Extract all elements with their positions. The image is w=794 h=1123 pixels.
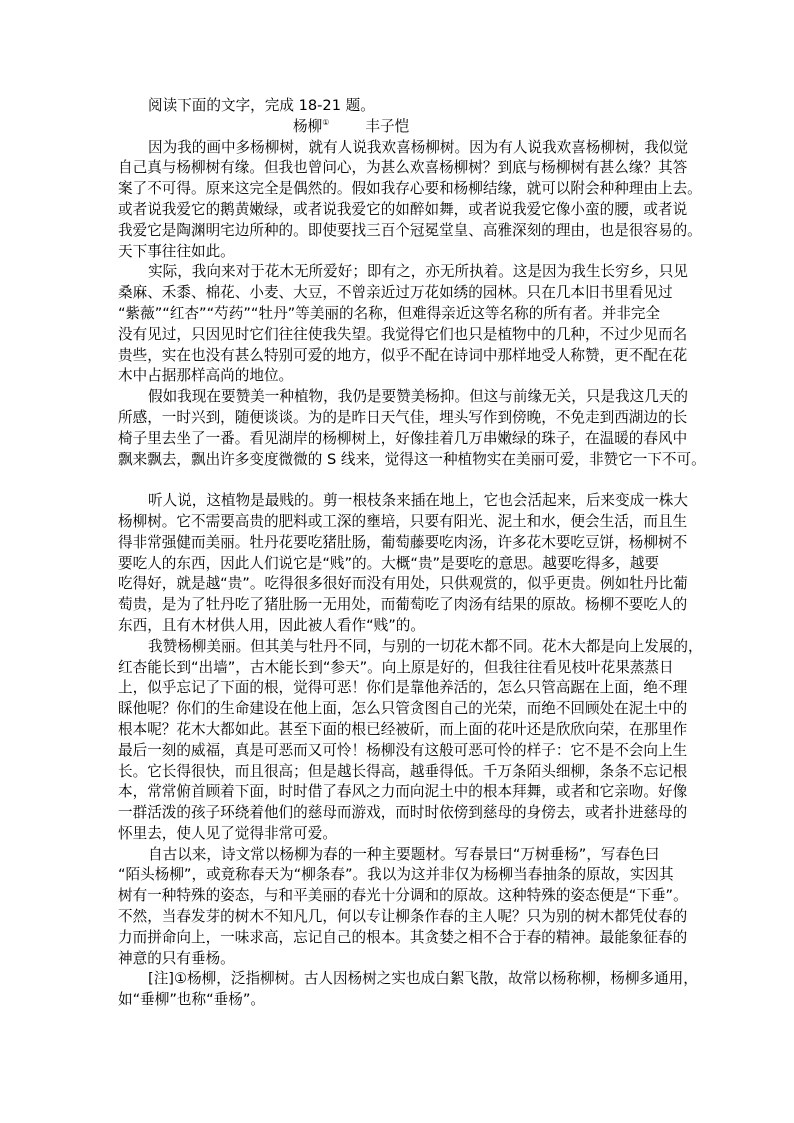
paragraph-line: 神意的只有垂杨。 (118, 949, 235, 967)
article-title: 杨柳 (293, 117, 323, 135)
paragraph (118, 138, 702, 263)
paragraph-line: 我爱它是陶渊明宅边所种的。即使要找三百个冠冕堂皇、高雅深刻的理由，也是很容易的。 (118, 221, 702, 239)
paragraph-line: 得非常强健而美丽。牡丹花要吃猪肚肠，葡萄藤要吃肉汤，许多花木要吃豆饼，杨柳树不 (118, 533, 688, 551)
paragraph-line: 怀里去，使人见了觉得非常可爱。 (118, 824, 337, 842)
paragraph-line: 红杏能长到“出墙”，古木能长到“参天”。向上原是好的，但我往往看见枝叶花果蒸蒸日 (118, 658, 674, 676)
paragraph-line: 天下事往往如此。 (118, 242, 235, 260)
article-title-line (118, 117, 698, 138)
paragraph-line: 木中占据那样高尚的地位。 (118, 367, 294, 385)
paragraph-line: 贵些，实在也没有甚么特别可爱的地方，似乎不配在诗词中那样地受人称赞，更不配在花 (118, 346, 688, 364)
paragraph-line: 没有见过，只因见时它们往往使我失望。我觉得它们也只是植物中的几种，不过少见而名 (118, 325, 688, 343)
paragraph-line: 自古以来，诗文常以杨柳为春的一种主要题材。写春景曰“万树垂杨”，写春色曰 (148, 845, 660, 863)
paragraph-line: 飘来飘去，飘出许多变度微微的 S 线来，觉得这一种植物实在美丽可爱，非赞它一下不可。 (118, 450, 706, 468)
paragraph-line: 或者说我爱它的鹅黄嫩绿，或者说我爱它的如醉如舞，或者说我爱它像小蛮的腰，或者说 (118, 200, 688, 218)
paragraph-line: 上，似乎忘记了下面的根，觉得可恶！你们是靠他养活的，怎么只管高踞在上面，绝不理 (118, 679, 688, 697)
paragraph-line: 树有一种特殊的姿态，与和平美丽的春光十分调和的原故。这种特殊的姿态便是“下垂”。 (118, 887, 688, 905)
document-body (118, 96, 706, 1011)
paragraph-line: 根本呢？花木大都如此。甚至下面的根已经被斫，而上面的花叶还是欣欣向荣，在那里作 (118, 720, 688, 738)
paragraph-line: 不然，当春发芽的树木不知凡几，何以专让柳条作春的主人呢？只为别的树木都凭仗春的 (118, 908, 688, 926)
paragraph-line: 我赞杨柳美丽。但其美与牡丹不同，与别的一切花木都不同。花木大都是向上发展的， (148, 637, 703, 655)
paragraph-line: 桑麻、禾黍、棉花、小麦、大豆，不曾亲近过万花如绣的园林。只在几本旧书里看见过 (118, 284, 673, 302)
paragraph-line: 东西，且有木材供人用，因此被人看作“贱”的。 (118, 616, 425, 634)
paragraph-line: 椅子里去坐了一番。看见湖岸的杨柳树上，好像挂着几万串嫩绿的珠子，在温暖的春风中 (118, 429, 688, 447)
article-paragraphs (118, 138, 706, 970)
paragraph (118, 491, 698, 637)
footnote-line: [注]①杨柳，泛指柳树。古人因杨树之实也成白絮飞散，故常以杨称柳，杨柳多通用， (148, 970, 698, 988)
paragraph-line: “陌头杨柳”，或竟称春天为“柳条春”。我以为这并非仅为杨柳当春抽条的原故，实因其 (118, 866, 674, 884)
paragraph-line: 萄贵，是为了牡丹吃了猪肚肠一无用处，而葡萄吃了肉汤有结果的原故。杨柳不要吃人的 (118, 596, 688, 614)
paragraph-line: 杨柳树。它不需要高贵的肥料或工深的壅培，只要有阳光、泥土和水，便会生活，而且生 (118, 512, 688, 530)
paragraph-line: 长。它长得很快，而且很高；但是越长得高，越垂得低。千万条陌头细柳，条条不忘记根 (118, 762, 688, 780)
paragraph-line: 所感，一时兴到，随便谈谈。为的是昨日天气佳，埋头写作到傍晚，不免走到西湖边的长 (118, 408, 688, 426)
paragraph-line: 本，常常俯首顾着下面，时时借了春风之力而向泥土中的根本拜舞，或者和它亲吻。好像 (118, 783, 688, 801)
paragraph-line: 睬他呢？你们的生命建设在他上面，怎么只管贪图自己的光荣，而绝不回顾处在泥土中的 (118, 700, 688, 718)
paragraph-line: 力而拼命向上，一味求高，忘记自己的根本。其贪婪之相不合于春的精神。最能象征春的 (118, 928, 688, 946)
paragraph-line: 吃得好，就是越“贵”。吃得很多很好而没有用处，只供观赏的，似乎更贵。例如牡丹比葡 (118, 575, 688, 593)
footnote-line: 如“垂柳”也称“垂杨”。 (118, 991, 265, 1009)
article-author: 丰子恺 (365, 117, 410, 135)
paragraph-line: 实际，我向来对于花木无所爱好；即有之，亦无所执着。这是因为我生长穷乡，只见 (148, 263, 688, 281)
paragraph (118, 637, 703, 845)
paragraph-line: 案了不可得。原来这完全是偶然的。假如我存心要和杨柳结缘，就可以附会种种理由上去。 (118, 180, 702, 198)
footnote-mark: ① (322, 117, 330, 127)
instruction-line: 阅读下面的文字，完成 18-21 题。 (148, 97, 375, 114)
blank-line (118, 470, 698, 491)
paragraph (118, 387, 706, 491)
paragraph-line: 自己真与杨柳树有缘。但我也曾问心，为甚么欢喜杨柳树？到底与杨柳树有甚么缘？其答 (118, 159, 688, 177)
paragraph-line: 要吃人的东西，因此人们说它是“贱”的。大概“贵”是要吃的意思。越要吃得多，越要 (118, 554, 660, 572)
paragraph-line: 听人说，这植物是最贱的。剪一根枝条来插在地上，它也会活起来，后来变成一株大 (148, 492, 688, 510)
paragraph-line: 最后一刻的威福，真是可恶而又可怜！杨柳没有这般可恶可怜的样子：它不是不会向上生 (118, 741, 688, 759)
footnote (118, 969, 698, 1011)
paragraph-line: “紫薇”“红杏”“芍药”“牡丹”等美丽的名称，但难得亲近这等名称的所有者。并非完全 (118, 304, 661, 322)
paragraph-line: 因为我的画中多杨柳树，就有人说我欢喜杨柳树。因为有人说我欢喜杨柳树，我似觉 (148, 138, 688, 156)
paragraph-line: 一群活泼的孩子环绕着他们的慈母而游戏，而时时依傍到慈母的身傍去，或者扑进慈母的 (118, 804, 688, 822)
paragraph-line: 假如我现在要赞美一种植物，我仍是要赞美杨抑。但这与前缘无关，只是我这几天的 (148, 388, 688, 406)
paragraph (118, 845, 698, 970)
paragraph (118, 262, 698, 387)
